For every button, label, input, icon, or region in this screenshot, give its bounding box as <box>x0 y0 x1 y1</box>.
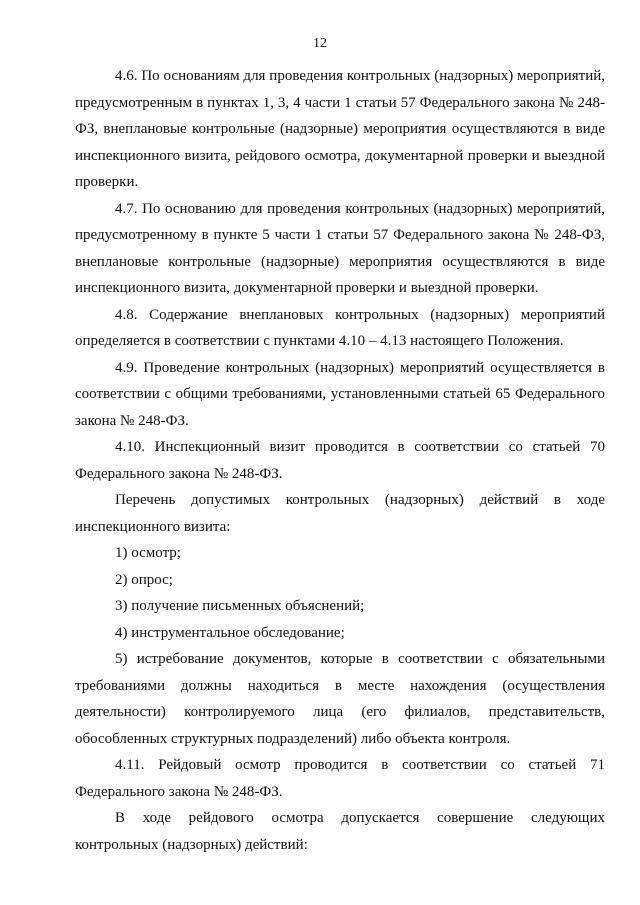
list-item-instrumental-examination: 4) инструментальное обследование; <box>115 624 345 641</box>
paragraph-inspection-actions-intro: Перечень допустимых контрольных (надзорных) действий в ходе инспекционного визита: <box>75 492 605 535</box>
document-body <box>75 63 605 858</box>
list-item-inspection: 1) осмотр; <box>115 545 181 561</box>
paragraph-4-11: 4.11. Рейдовый осмотр проводится в соответствии со статьей 71 Федерального закона № 248-ФЗ. <box>75 757 605 800</box>
paragraph-4-10: 4.10. Инспекционный визит проводится в соответствии со статьей 70 Федерального закона № 248-ФЗ. <box>75 439 605 482</box>
paragraph-raid-actions-intro: В ходе рейдового осмотра допускается совершение следующих контрольных (надзорных) действий: <box>75 810 605 853</box>
paragraph-4-8: 4.8. Содержание внеплановых контрольных (надзорных) мероприятий определяется в соответствии с пунктами 4.10 – 4.13 настоящего Положения. <box>75 306 605 349</box>
paragraph-4-9: 4.9. Проведение контрольных (надзорных) мероприятий осуществляется в соответствии с общими требованиями, установленными статьей 65 Федерального закона № 248-ФЗ. <box>75 359 605 429</box>
paragraph-4-6: 4.6. По основаниям для проведения контрольных (надзорных) мероприятий, предусмотренным в пунктах 1, 3, 4 части 1 статьи 57 Федерального закона № 248-ФЗ, внеплановые контрольные (надзорные) мероприятия осуществляются в виде инспекционного визита, рейдового осмотра, документарной проверки и выездной проверки. <box>75 68 605 190</box>
paragraph-4-7: 4.7. По основанию для проведения контрольных (надзорных) мероприятий, предусмотренному в пункте 5 части 1 статьи 57 Федерального закона № 248-ФЗ, внеплановые контрольные (надзорные) мероприятия осуществляются в виде инспекционного визита, документарной проверки и выездной проверки. <box>75 200 605 296</box>
list-item-survey: 2) опрос; <box>115 571 173 588</box>
page-number: 12 <box>313 36 327 51</box>
list-item-document-request: 5) истребование документов, которые в соответствии с обязательными требованиями должны находиться в месте нахождения (осуществления деятельности) контролируемого лица (его филиалов, представительств, обособленных структурных подразделений) либо объекта контроля. <box>75 651 605 747</box>
list-item-written-explanations: 3) получение письменных объяснений; <box>115 598 365 614</box>
